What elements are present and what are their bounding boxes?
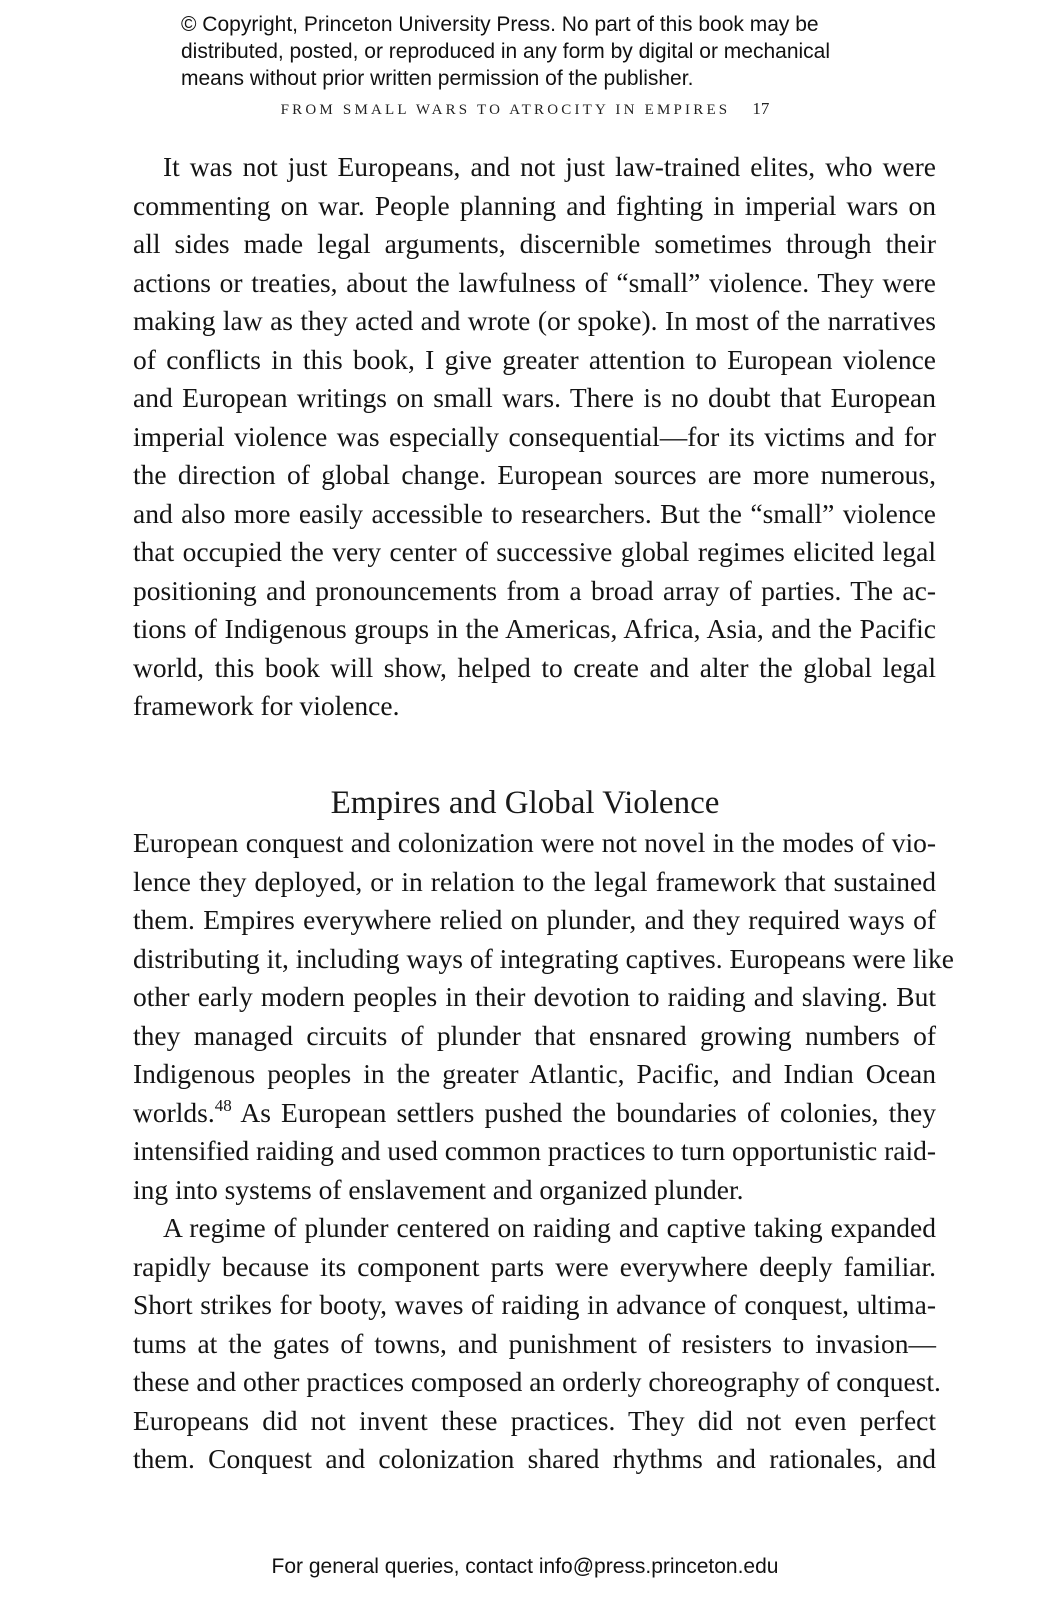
text-line: the direction of global change. European sources are more numerous, (133, 459, 936, 490)
text-line: world, this book will show, helped to create and alter the global legal (133, 651, 936, 683)
text-line: tions of Indigenous groups in the Americas, Africa, Asia, and the Pacific (133, 613, 936, 644)
text-fragment: worlds. (133, 1096, 215, 1128)
page-number: 17 (752, 99, 770, 118)
paragraph-1 (133, 148, 936, 726)
text-line: and European writings on small wars. There is no doubt that European (133, 382, 936, 413)
text-line: rapidly because its component parts were everywhere deeply familiar. (133, 1250, 936, 1282)
text-line: intensified raiding and used common practices to turn opportunistic raid- (133, 1135, 936, 1166)
text-line: ing into systems of enslavement and organized plunder. (133, 1173, 744, 1205)
text-line: lence they deployed, or in relation to the legal framework that sustained (133, 865, 936, 897)
running-head-title: FROM SMALL WARS TO ATROCITY IN EMPIRES (280, 102, 731, 118)
text-line: Short strikes for booty, waves of raiding in advance of conquest, ultima- (133, 1289, 936, 1320)
text-line: Europeans did not invent these practices. They did not even perfect (133, 1404, 936, 1436)
footer-contact: For general queries, contact info@press.princeton.edu (271, 1555, 779, 1578)
text-line: A regime of plunder centered on raiding and captive taking expanded (163, 1212, 936, 1243)
text-line: them. Empires everywhere relied on plunder, and they required ways of (133, 904, 936, 935)
text-line: and also more easily accessible to researchers. But the “small” violence (133, 497, 936, 529)
text-line: positioning and pronouncements from a broad array of parties. The ac- (133, 574, 936, 606)
text-line: commenting on war. People planning and fighting in imperial wars on (133, 189, 936, 221)
footnote-marker[interactable]: 48 (214, 1095, 232, 1115)
paragraph-3 (133, 1209, 941, 1479)
text-line: distributing it, including ways of integrating captives. Europeans were like (133, 942, 954, 974)
copyright-line: means without prior written permission of the publisher. (181, 67, 694, 90)
text-line: them. Conquest and colonization shared rhythms and rationales, and (133, 1443, 936, 1474)
text-line: other early modern peoples in their devotion to raiding and slaving. But (133, 981, 936, 1012)
text-line: they managed circuits of plunder that ensnared growing numbers of (133, 1019, 936, 1051)
copyright-line: © Copyright, Princeton University Press. No part of this book may be (181, 13, 819, 36)
text-line: European conquest and colonization were not novel in the modes of vio- (133, 827, 936, 858)
text-line: It was not just Europeans, and not just law-trained elites, who were (163, 151, 936, 182)
text-line: tums at the gates of towns, and punishment of resisters to invasion— (133, 1327, 936, 1359)
copyright-line: distributed, posted, or reproduced in any form by digital or mechanical (181, 40, 831, 63)
text-line: Indigenous peoples in the greater Atlantic, Pacific, and Indian Ocean (133, 1058, 936, 1089)
text-line: making law as they acted and wrote (or spoke). In most of the narratives (133, 305, 936, 336)
text-line: these and other practices composed an orderly choreography of conquest. (133, 1366, 941, 1397)
text-fragment: As European settlers pushed the boundaries of colonies, they (231, 1096, 936, 1128)
text-line-with-footnote (133, 1094, 936, 1133)
text-line: imperial violence was especially consequential—for its victims and for (133, 420, 936, 452)
copyright-notice (181, 11, 941, 92)
paragraph-2 (133, 824, 954, 1209)
text-line: framework for violence. (133, 690, 400, 721)
text-line: actions or treaties, about the lawfulness of “small” violence. They were (133, 266, 936, 298)
text-line: all sides made legal arguments, discernible sometimes through their (133, 228, 936, 259)
text-line: that occupied the very center of successive global regimes elicited legal (133, 536, 936, 567)
section-heading: Empires and Global Violence (330, 785, 720, 821)
text-line: of conflicts in this book, I give greater attention to European violence (133, 343, 936, 375)
running-head (0, 99, 1050, 119)
